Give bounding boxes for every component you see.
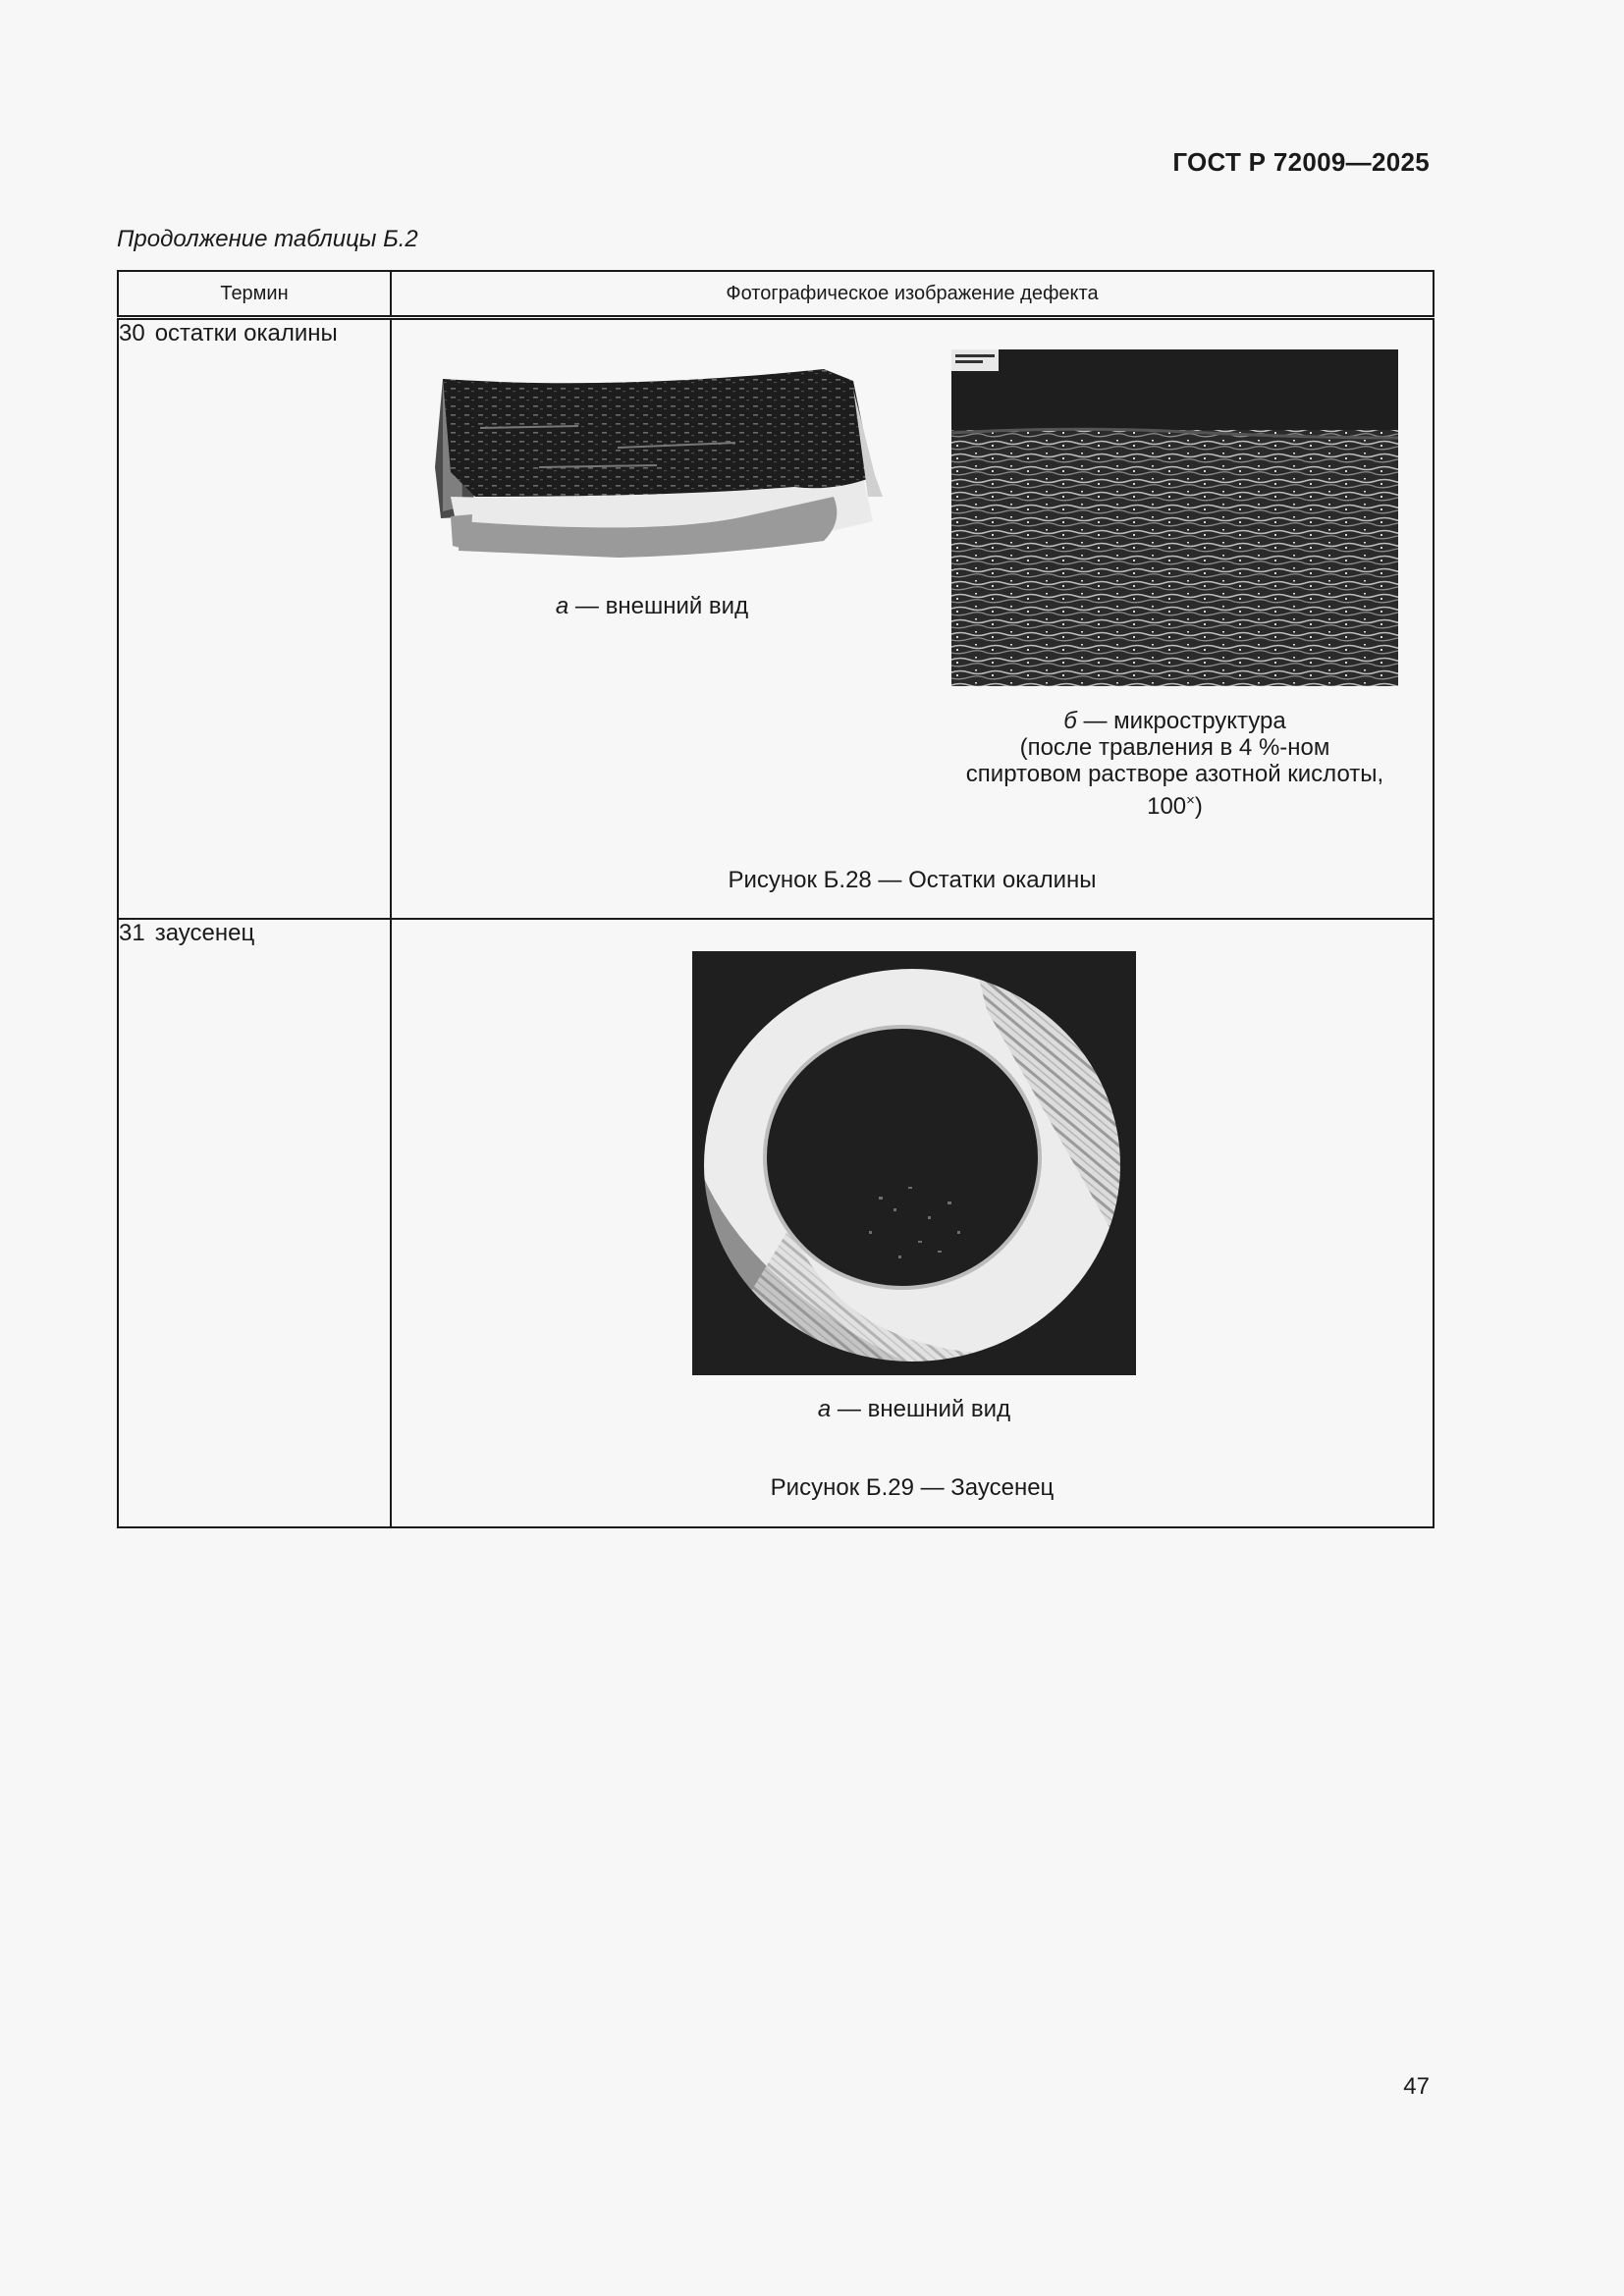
term-number: 31 xyxy=(119,919,145,946)
term-text: заусенец xyxy=(154,919,255,946)
term-number: 30 xyxy=(119,320,145,347)
photo-cell xyxy=(391,318,1434,919)
doc-number: ГОСТ Р 72009—2025 xyxy=(1172,147,1430,177)
image-b-caption: б — микроструктура (после травления в 4 %-ном спиртовом растворе азотной кислоты, 100×) xyxy=(965,708,1384,820)
image-a-caption: а — внешний вид xyxy=(555,593,749,619)
term-cell xyxy=(118,318,391,919)
figure-caption-b28: Рисунок Б.28 — Остатки окалины xyxy=(728,867,1097,893)
photo-cell xyxy=(391,919,1434,1527)
column-header-term: Термин xyxy=(118,271,391,318)
table-caption: Продолжение таблицы Б.2 xyxy=(117,226,418,252)
image-a-caption: а — внешний вид xyxy=(817,1395,1011,1422)
figure-caption-b29: Рисунок Б.29 — Заусенец xyxy=(770,1473,1055,1501)
table-row xyxy=(118,318,1434,919)
term-cell xyxy=(118,919,391,1527)
term-text: остатки окалины xyxy=(154,320,338,347)
burr-ring-photo xyxy=(692,951,1136,1375)
defects-table xyxy=(117,270,1435,1528)
scale-remnant-photo xyxy=(421,349,883,565)
table-header-row xyxy=(118,271,1434,318)
table-row xyxy=(118,919,1434,1527)
page-number: 47 xyxy=(1403,2073,1430,2100)
column-header-photo: Фотографическое изображение дефекта xyxy=(391,271,1434,318)
microstructure-photo xyxy=(951,349,1398,686)
